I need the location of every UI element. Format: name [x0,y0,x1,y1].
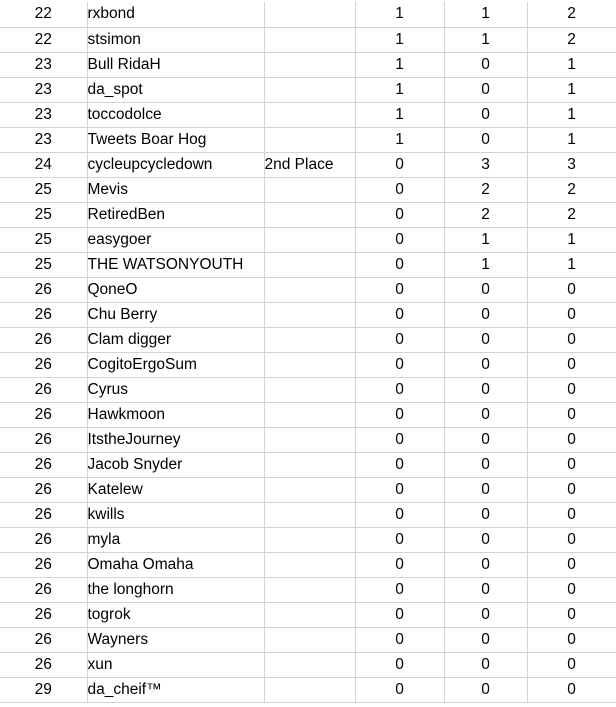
note-cell[interactable] [264,477,355,502]
player-name-cell[interactable]: ItstheJourney [87,427,264,452]
note-cell[interactable] [264,502,355,527]
note-cell[interactable] [264,452,355,477]
note-cell[interactable] [264,302,355,327]
value-col2-cell[interactable]: 0 [444,602,527,627]
table-row [0,52,616,77]
player-name-cell[interactable]: cycleupcycledown [87,152,264,177]
value-col3-cell[interactable]: 0 [527,327,616,352]
player-name-cell[interactable]: Wayners [87,627,264,652]
note-cell[interactable] [264,227,355,252]
player-name-cell[interactable]: Hawkmoon [87,402,264,427]
value-col1-cell[interactable]: 0 [355,327,444,352]
value-col2-cell[interactable]: 0 [444,527,527,552]
player-name-cell[interactable]: da_spot [87,77,264,102]
note-cell[interactable] [264,552,355,577]
value-col1-cell[interactable]: 0 [355,277,444,302]
rank-cell[interactable]: 26 [0,527,87,552]
player-name-cell[interactable]: da_cheif™ [87,677,264,702]
value-col2-cell[interactable]: 0 [444,402,527,427]
value-col3-cell[interactable]: 1 [527,127,616,152]
value-col2-cell[interactable]: 0 [444,627,527,652]
value-col2-cell[interactable]: 2 [444,202,527,227]
note-cell[interactable]: 2nd Place [264,152,355,177]
value-col1-cell[interactable]: 0 [355,177,444,202]
value-col1-cell[interactable]: 0 [355,227,444,252]
table-row [0,202,616,227]
note-cell[interactable] [264,352,355,377]
rank-cell[interactable]: 26 [0,352,87,377]
value-col1-cell[interactable]: 0 [355,527,444,552]
note-cell[interactable] [264,527,355,552]
player-name-cell[interactable]: Mevis [87,177,264,202]
spreadsheet-body [0,2,616,702]
rank-cell[interactable]: 23 [0,52,87,77]
value-col3-cell[interactable]: 0 [527,527,616,552]
table-row [0,602,616,627]
player-name-cell[interactable]: Clam digger [87,327,264,352]
note-cell[interactable] [264,277,355,302]
note-cell[interactable] [264,27,355,52]
player-name-cell[interactable]: Cyrus [87,377,264,402]
rank-cell[interactable]: 26 [0,602,87,627]
table-row [0,127,616,152]
value-col3-cell[interactable]: 1 [527,77,616,102]
table-row [0,327,616,352]
value-col3-cell[interactable]: 1 [527,227,616,252]
value-col2-cell[interactable]: 0 [444,652,527,677]
player-name-cell[interactable]: togrok [87,602,264,627]
value-col2-cell[interactable]: 1 [444,252,527,277]
rank-cell[interactable]: 26 [0,277,87,302]
rank-cell[interactable]: 26 [0,427,87,452]
rank-cell[interactable]: 23 [0,127,87,152]
value-col1-cell[interactable]: 0 [355,602,444,627]
value-col1-cell[interactable]: 0 [355,502,444,527]
table-row [0,427,616,452]
player-name-cell[interactable]: Bull RidaH [87,52,264,77]
note-cell[interactable] [264,577,355,602]
table-row [0,27,616,52]
value-col1-cell[interactable]: 1 [355,2,444,27]
note-cell[interactable] [264,127,355,152]
value-col1-cell[interactable]: 0 [355,552,444,577]
player-name-cell[interactable]: easygoer [87,227,264,252]
value-col3-cell[interactable]: 0 [527,452,616,477]
value-col1-cell[interactable]: 1 [355,102,444,127]
value-col2-cell[interactable]: 0 [444,277,527,302]
rank-cell[interactable]: 26 [0,302,87,327]
rank-cell[interactable]: 26 [0,627,87,652]
rank-cell[interactable]: 26 [0,452,87,477]
rank-cell[interactable]: 26 [0,327,87,352]
value-col1-cell[interactable]: 0 [355,352,444,377]
value-col3-cell[interactable]: 1 [527,102,616,127]
rank-cell[interactable]: 24 [0,152,87,177]
value-col2-cell[interactable]: 0 [444,52,527,77]
rank-cell[interactable]: 26 [0,377,87,402]
value-col2-cell[interactable]: 0 [444,127,527,152]
value-col3-cell[interactable]: 0 [527,552,616,577]
rank-cell[interactable]: 25 [0,252,87,277]
rank-cell[interactable]: 26 [0,577,87,602]
value-col2-cell[interactable]: 0 [444,377,527,402]
table-row [0,527,616,552]
value-col2-cell[interactable]: 0 [444,102,527,127]
value-col3-cell[interactable]: 0 [527,352,616,377]
value-col2-cell[interactable]: 0 [444,552,527,577]
value-col1-cell[interactable]: 0 [355,302,444,327]
player-name-cell[interactable]: THE WATSONYOUTH [87,252,264,277]
value-col2-cell[interactable]: 0 [444,302,527,327]
table-row [0,2,616,27]
player-name-cell[interactable]: toccodolce [87,102,264,127]
table-row [0,227,616,252]
value-col2-cell[interactable]: 1 [444,27,527,52]
player-name-cell[interactable]: myla [87,527,264,552]
value-col2-cell[interactable]: 0 [444,477,527,502]
value-col3-cell[interactable]: 0 [527,677,616,702]
note-cell[interactable] [264,177,355,202]
value-col3-cell[interactable]: 3 [527,152,616,177]
rank-cell[interactable]: 26 [0,502,87,527]
value-col1-cell[interactable]: 0 [355,152,444,177]
value-col1-cell[interactable]: 0 [355,452,444,477]
value-col1-cell[interactable]: 1 [355,27,444,52]
value-col2-cell[interactable]: 0 [444,327,527,352]
table-row [0,452,616,477]
value-col3-cell[interactable]: 0 [527,277,616,302]
value-col1-cell[interactable]: 0 [355,627,444,652]
value-col2-cell[interactable]: 1 [444,227,527,252]
note-cell[interactable] [264,652,355,677]
player-name-cell[interactable]: stsimon [87,27,264,52]
player-name-cell[interactable]: Tweets Boar Hog [87,127,264,152]
rank-cell[interactable]: 22 [0,2,87,27]
value-col2-cell[interactable]: 0 [444,502,527,527]
player-name-cell[interactable]: Omaha Omaha [87,552,264,577]
table-row [0,627,616,652]
value-col3-cell[interactable]: 2 [527,27,616,52]
rank-cell[interactable]: 23 [0,77,87,102]
note-cell[interactable] [264,77,355,102]
note-cell[interactable] [264,327,355,352]
table-row [0,352,616,377]
rank-cell[interactable]: 25 [0,202,87,227]
value-col2-cell[interactable]: 0 [444,352,527,377]
value-col3-cell[interactable]: 2 [527,202,616,227]
rank-cell[interactable]: 22 [0,27,87,52]
player-name-cell[interactable]: Katelew [87,477,264,502]
spreadsheet-grid [0,2,616,703]
value-col3-cell[interactable]: 0 [527,302,616,327]
player-name-cell[interactable]: RetiredBen [87,202,264,227]
note-cell[interactable] [264,252,355,277]
player-name-cell[interactable]: Chu Berry [87,302,264,327]
value-col3-cell[interactable]: 0 [527,477,616,502]
player-name-cell[interactable]: rxbond [87,2,264,27]
value-col2-cell[interactable]: 1 [444,2,527,27]
value-col1-cell[interactable]: 0 [355,652,444,677]
table-row [0,677,616,702]
table-row [0,177,616,202]
player-name-cell[interactable]: CogitoErgoSum [87,352,264,377]
table-row [0,577,616,602]
value-col3-cell[interactable]: 0 [527,502,616,527]
player-name-cell[interactable]: the longhorn [87,577,264,602]
rank-cell[interactable]: 25 [0,227,87,252]
table-row [0,77,616,102]
player-name-cell[interactable]: kwills [87,502,264,527]
rank-cell[interactable]: 26 [0,652,87,677]
value-col2-cell[interactable]: 0 [444,427,527,452]
value-col1-cell[interactable]: 1 [355,127,444,152]
note-cell[interactable] [264,427,355,452]
value-col3-cell[interactable]: 0 [527,402,616,427]
value-col2-cell[interactable]: 0 [444,77,527,102]
value-col3-cell[interactable]: 0 [527,602,616,627]
value-col2-cell[interactable]: 2 [444,177,527,202]
rank-cell[interactable]: 26 [0,552,87,577]
value-col2-cell[interactable]: 3 [444,152,527,177]
note-cell[interactable] [264,52,355,77]
note-cell[interactable] [264,102,355,127]
table-row [0,552,616,577]
player-name-cell[interactable]: QoneO [87,277,264,302]
table-row [0,252,616,277]
rank-cell[interactable]: 25 [0,177,87,202]
value-col1-cell[interactable]: 0 [355,202,444,227]
table-row [0,502,616,527]
value-col2-cell[interactable]: 0 [444,452,527,477]
value-col1-cell[interactable]: 1 [355,77,444,102]
value-col1-cell[interactable]: 0 [355,677,444,702]
table-row [0,652,616,677]
value-col1-cell[interactable]: 1 [355,52,444,77]
value-col2-cell[interactable]: 0 [444,577,527,602]
value-col1-cell[interactable]: 0 [355,577,444,602]
value-col3-cell[interactable]: 2 [527,2,616,27]
value-col1-cell[interactable]: 0 [355,477,444,502]
value-col1-cell[interactable]: 0 [355,377,444,402]
note-cell[interactable] [264,602,355,627]
note-cell[interactable] [264,627,355,652]
value-col3-cell[interactable]: 2 [527,177,616,202]
value-col3-cell[interactable]: 1 [527,252,616,277]
table-row [0,477,616,502]
value-col3-cell[interactable]: 0 [527,377,616,402]
value-col3-cell[interactable]: 0 [527,652,616,677]
note-cell[interactable] [264,402,355,427]
rank-cell[interactable]: 23 [0,102,87,127]
table-row [0,102,616,127]
value-col2-cell[interactable]: 0 [444,677,527,702]
rank-cell[interactable]: 26 [0,402,87,427]
value-col1-cell[interactable]: 0 [355,402,444,427]
note-cell[interactable] [264,377,355,402]
note-cell[interactable] [264,677,355,702]
note-cell[interactable] [264,2,355,27]
value-col3-cell[interactable]: 1 [527,52,616,77]
table-row [0,152,616,177]
rank-cell[interactable]: 26 [0,477,87,502]
note-cell[interactable] [264,202,355,227]
value-col3-cell[interactable]: 0 [527,427,616,452]
table-row [0,377,616,402]
value-col1-cell[interactable]: 0 [355,252,444,277]
value-col3-cell[interactable]: 0 [527,577,616,602]
player-name-cell[interactable]: Jacob Snyder [87,452,264,477]
value-col1-cell[interactable]: 0 [355,427,444,452]
table-row [0,402,616,427]
table-row [0,277,616,302]
value-col3-cell[interactable]: 0 [527,627,616,652]
rank-cell[interactable]: 29 [0,677,87,702]
table-row [0,302,616,327]
player-name-cell[interactable]: xun [87,652,264,677]
